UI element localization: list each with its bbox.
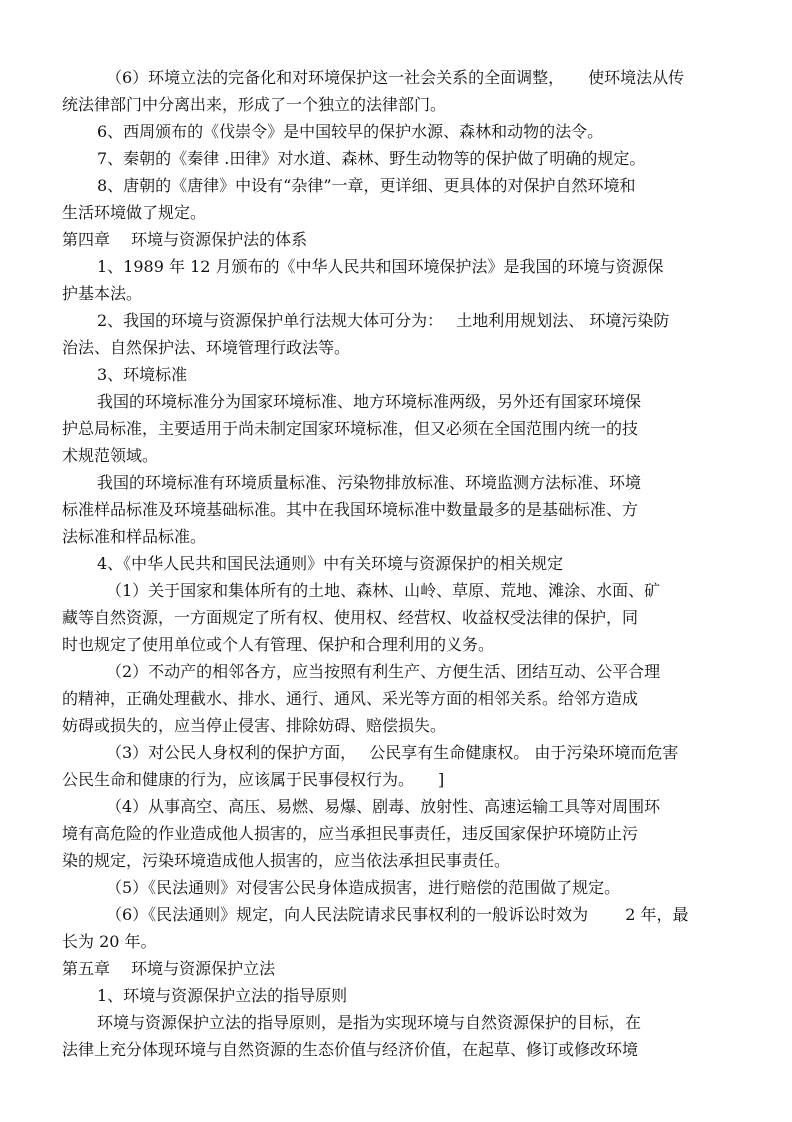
text-line: 生活环境做了规定。 — [62, 203, 207, 222]
text-line: 染的规定，污染环境造成他人损害的，应当依法承担民事责任。 — [62, 851, 511, 870]
text-line: （3）对公民人身权利的保护方面， 公民享有生命健康权。 由于污染环境而危害 — [106, 743, 679, 762]
text-line: 公民生命和健康的行为，应该属于民事侵权行为。 ] — [62, 770, 445, 789]
text-line: 标准样品标准及环境基础标准。其中在我国环境标准中数量最多的是基础标准、方 — [62, 500, 639, 519]
text-line: （4）从事高空、高压、易燃、易爆、剧毒、放射性、高速运输工具等对周围环 — [106, 797, 661, 816]
text-line: 环境与资源保护立法的指导原则，是指为实现环境与自然资源保护的目标，在 — [97, 1013, 642, 1032]
text-line: 8、唐朝的《唐律》中设有“杂律”一章，更详细、更具体的对保护自然环境和 — [97, 176, 636, 195]
text-line: 我国的环境标准分为国家环境标准、地方环境标准两级，另外还有国家环境保 — [97, 392, 642, 411]
text-line: 时也规定了使用单位或个人有管理、保护和合理利用的义务。 — [62, 635, 495, 654]
text-line: （5）《民法通则》对侵害公民身体造成损害，进行赔偿的范围做了规定。 — [106, 878, 621, 897]
text-line: 2、我国的环境与资源保护单行法规大体可分为： 土地利用规划法、 环境污染防 — [97, 311, 670, 330]
text-line: 我国的环境标准有环境质量标准、污染物排放标准、环境监测方法标准、环境 — [97, 473, 642, 492]
text-line: 长为 20 年。 — [62, 932, 157, 951]
section-heading: 3、环境标准 — [97, 365, 188, 384]
text-line: （6）《民法通则》规定，向人民法院请求民事权利的一般诉讼时效为 2 年，最 — [106, 905, 689, 924]
text-line: （6）环境立法的完备化和对环境保护这一社会关系的全面调整， 使环境法从传 — [106, 68, 685, 87]
text-line: 统法律部门中分离出来，形成了一个独立的法律部门。 — [62, 95, 447, 114]
text-line: 妨碍或损失的，应当停止侵害、排除妨碍、赔偿损失。 — [62, 716, 447, 735]
text-line: 治法、自然保护法、环境管理行政法等。 — [62, 338, 351, 357]
text-line: 6、西周颁布的《伐崇令》是中国较早的保护水源、森林和动物的法令。 — [97, 122, 604, 141]
text-line: 藏等自然资源，一方面规定了所有权、使用权、经营权、收益权受法律的保护，同 — [62, 608, 639, 627]
text-line: 护总局标准，主要适用于尚未制定国家环境标准，但又必须在全国范围内统一的技 — [62, 419, 639, 438]
text-line: 7、秦朝的《秦律 .田律》对水道、森林、野生动物等的保护做了明确的规定。 — [97, 149, 646, 168]
text-line: 的精神，正确处理截水、排水、通行、通风、采光等方面的相邻关系。给邻方造成 — [62, 689, 639, 708]
text-line: 术规范领域。 — [62, 446, 159, 465]
text-line: 境有高危险的作业造成他人损害的，应当承担民事责任，违反国家保护环境防止污 — [62, 824, 639, 843]
text-line: （1）关于国家和集体所有的土地、森林、山岭、草原、荒地、滩涂、水面、矿 — [106, 581, 661, 600]
chapter-heading: 第五章 环境与资源保护立法 — [62, 959, 276, 978]
text-line: 法律上充分体现环境与自然资源的生态价值与经济价值，在起草、修订或修改环境 — [62, 1040, 639, 1059]
text-line: 法标准和样品标准。 — [62, 527, 207, 546]
text-line: （2）不动产的相邻各方，应当按照有利生产、方便生活、团结互动、公平合理 — [106, 662, 661, 681]
chapter-heading: 第四章 环境与资源保护法的体系 — [62, 230, 308, 249]
text-line: 护基本法。 — [62, 284, 143, 303]
section-heading: 4、《中华人民共和国民法通则》中有关环境与资源保护的相关规定 — [97, 554, 564, 573]
section-heading: 1、环境与资源保护立法的指导原则 — [97, 986, 348, 1005]
text-line: 1、1989 年 12 月颁布的《中华人民共和国环境保护法》是我国的环境与资源保 — [97, 257, 664, 276]
